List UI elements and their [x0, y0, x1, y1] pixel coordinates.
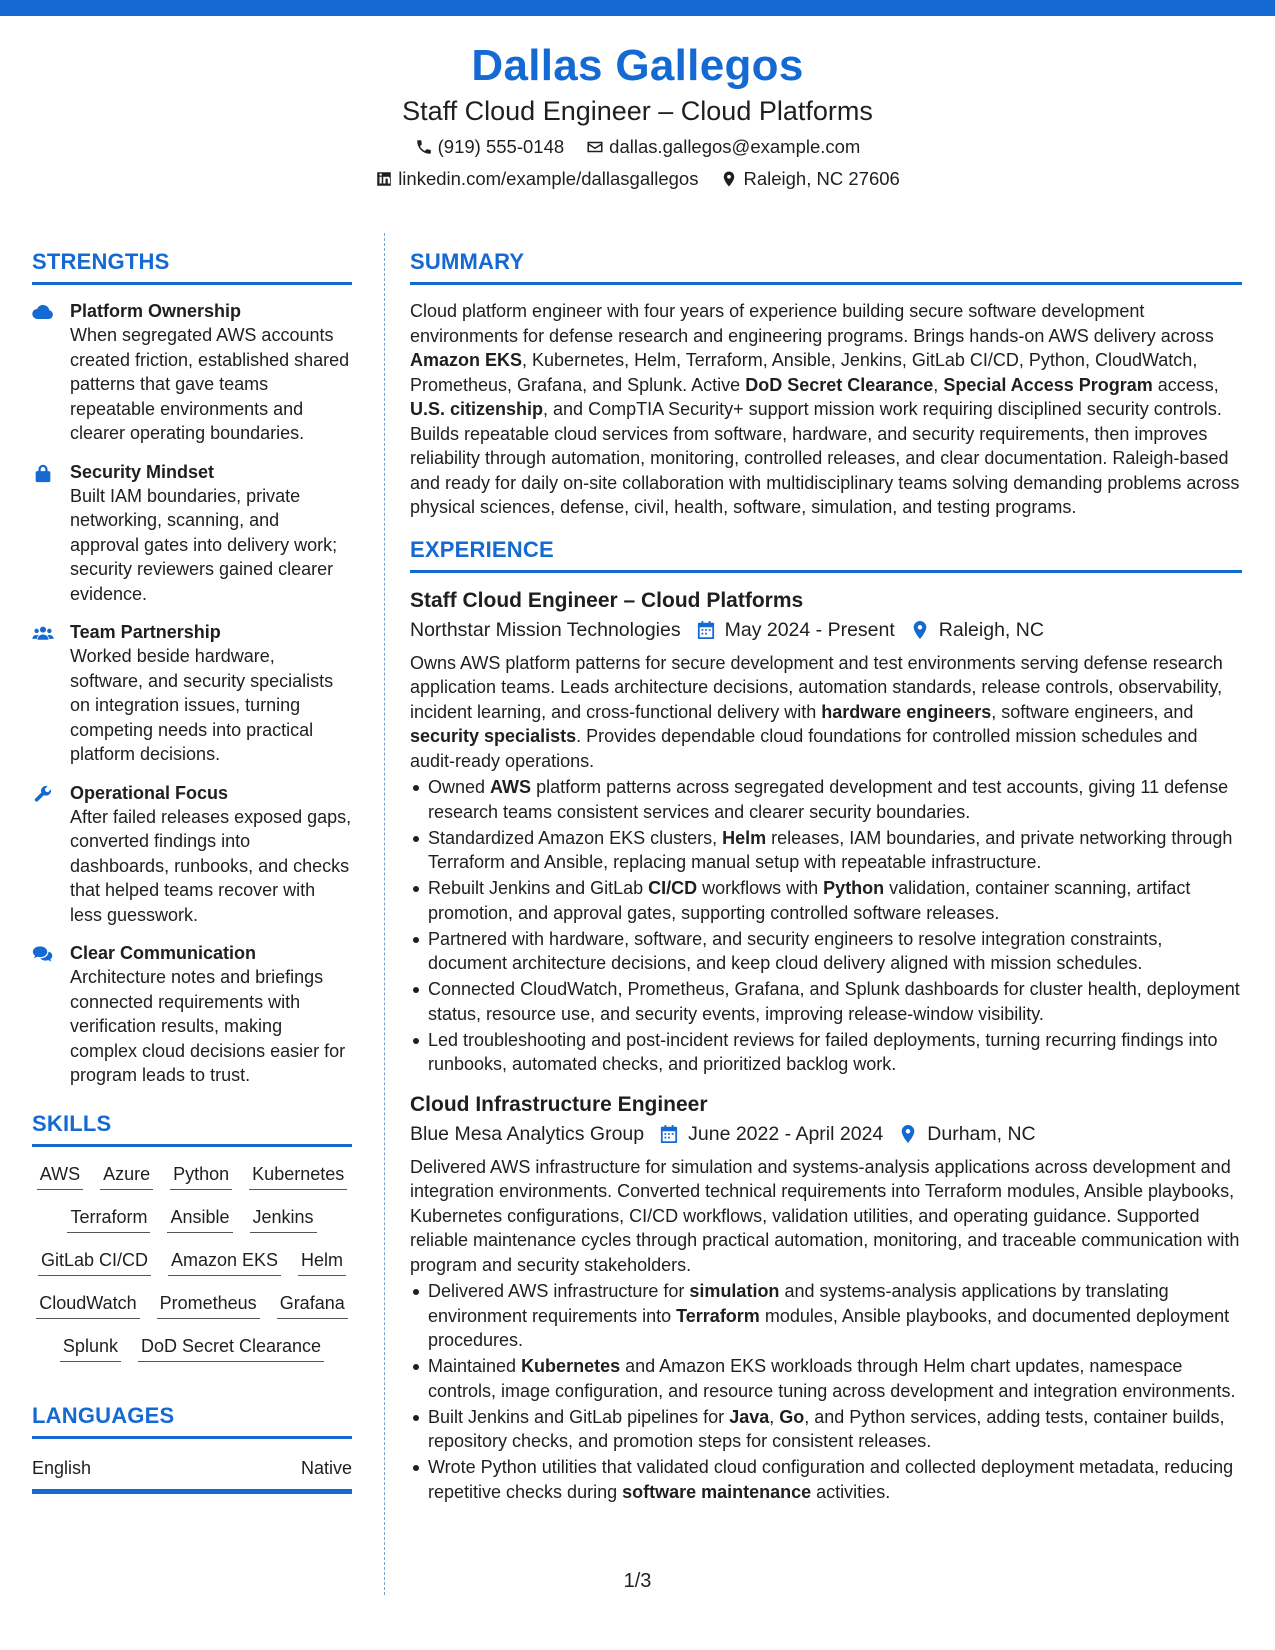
- job-description: Delivered AWS infrastructure for simulation and systems-analysis applications across development and integration environments. Converted technical requirements into Terraform modules, Ansible playbooks, Kubernetes configurations, CI/CD workflows, validation utilities, and operating guidance. Supported reliable maintenance cycles through practical automation, monitoring, and traceable communication with program and security stakeholders.: [410, 1156, 1240, 1275]
- contact-row-1: [0, 134, 1275, 160]
- top-accent-bar: [0, 0, 1275, 16]
- phone-contact: [415, 134, 565, 160]
- users-icon: [32, 623, 54, 643]
- location-text: Raleigh, NC 27606: [743, 168, 900, 189]
- skills-heading: SKILLS: [32, 1110, 352, 1147]
- language-row: [32, 1453, 352, 1494]
- job-dates: May 2024 - Present: [724, 618, 895, 641]
- strength-item: [32, 941, 352, 1088]
- job-title: Staff Cloud Engineer – Cloud Platforms: [410, 588, 804, 612]
- experience-heading: EXPERIENCE: [410, 536, 1242, 573]
- job-dates: June 2022 - April 2024: [688, 1122, 884, 1145]
- skill-tag: Splunk: [60, 1333, 121, 1362]
- job-bullet: Standardized Amazon EKS clusters, Helm releases, IAM boundaries, and private networking through Terraform and Ansible, replacing manual setup with repeatable infrastructure.: [410, 826, 1242, 875]
- calendar-icon: [660, 1124, 678, 1144]
- map-pin-icon: [899, 1124, 917, 1144]
- job-company: Northstar Mission Technologies: [410, 618, 681, 641]
- skill-tag: Prometheus: [157, 1290, 260, 1319]
- job-location: Raleigh, NC: [938, 618, 1044, 641]
- job-title: Cloud Infrastructure Engineer: [410, 1092, 708, 1116]
- strength-name: Clear Communication: [70, 943, 257, 963]
- language-level: Native: [300, 1457, 352, 1478]
- summary-text: Cloud platform engineer with four years of experience building secure software development environments for defense research and engineering programs. Brings hands-on AWS delivery across Amazon EKS, Kubernetes, Helm, Terraform, Ansible, Jenkins, GitLab CI/CD, Python, CloudWatch, Prometheus, Grafana, and Splunk. Active DoD Secret Clearance, Special Access Program access, U.S. citizenship, and CompTIA Security+ support mission work requiring disciplined security controls. Builds repeatable cloud services from software, hardware, and security requirements, then improves reliability through automation, monitoring, controlled releases, and clear documentation. Raleigh-based and ready for daily on-site collaboration with multidisciplinary teams solving demanding problems across physical sciences, defense, civil, health, software, simulation, and testing programs.: [410, 301, 1240, 517]
- strength-name: Team Partnership: [70, 622, 221, 642]
- candidate-name: Dallas Gallegos: [471, 41, 804, 90]
- job-location: Durham, NC: [927, 1122, 1036, 1145]
- page-number: 1/3: [623, 1570, 652, 1592]
- job-bullet: Maintained Kubernetes and Amazon EKS workloads through Helm chart updates, namespace controls, image configuration, and resource tuning across development and integration environments.: [410, 1354, 1242, 1403]
- skill-tag: Ansible: [167, 1204, 232, 1233]
- lock-icon: [32, 463, 54, 483]
- job-bullet: Rebuilt Jenkins and GitLab CI/CD workflows with Python validation, container scanning, artifact promotion, and approval gates, supporting controlled software releases.: [410, 876, 1242, 925]
- job-bullets: [410, 775, 1242, 1077]
- candidate-title: Staff Cloud Engineer – Cloud Platforms: [402, 96, 873, 126]
- job-meta: [410, 1119, 1242, 1149]
- strength-desc: After failed releases exposed gaps, converted findings into dashboards, runbooks, and checks that helped teams recover with less guesswork.: [70, 806, 352, 925]
- calendar-icon: [697, 620, 715, 640]
- skill-tag: Grafana: [277, 1290, 348, 1319]
- resume-header: [0, 40, 1275, 192]
- envelope-icon: [586, 138, 604, 156]
- linkedin-contact[interactable]: [375, 166, 698, 192]
- strength-item: [32, 460, 352, 607]
- skill-tag: Amazon EKS: [168, 1247, 281, 1276]
- strength-desc: Built IAM boundaries, private networking, scanning, and approval gates into delivery work; security reviewers gained clearer evidence.: [70, 485, 338, 604]
- job-bullet: Built Jenkins and GitLab pipelines for Java, Go, and Python services, adding tests, container builds, repository checks, and promotion steps for consistent releases.: [410, 1405, 1242, 1454]
- skill-tag: Python: [170, 1161, 232, 1190]
- job-bullets: [410, 1279, 1242, 1504]
- skill-tag: DoD Secret Clearance: [138, 1333, 324, 1362]
- skill-tag: AWS: [37, 1161, 83, 1190]
- email-contact[interactable]: [586, 134, 860, 160]
- skill-tag: Terraform: [67, 1204, 150, 1233]
- strengths-heading: STRENGTHS: [32, 248, 352, 285]
- linkedin-text[interactable]: linkedin.com/example/dallasgallegos: [398, 168, 699, 189]
- skill-tag: Kubernetes: [249, 1161, 347, 1190]
- wrench-icon: [32, 784, 54, 804]
- strength-item: [32, 781, 352, 928]
- skills-list: [32, 1161, 352, 1362]
- strength-item: [32, 620, 352, 767]
- job-bullet: Partnered with hardware, software, and security engineers to resolve integration constraints, document architecture decisions, and keep cloud delivery aligned with mission schedules.: [410, 927, 1242, 976]
- language-name: English: [32, 1457, 92, 1478]
- job-bullet: Wrote Python utilities that validated cloud configuration and collected deployment metadata, reducing repetitive checks during software maintenance activities.: [410, 1455, 1242, 1504]
- strength-name: Security Mindset: [70, 461, 215, 482]
- strength-item: [32, 299, 352, 446]
- skill-tag: CloudWatch: [36, 1290, 139, 1319]
- phone-icon: [415, 138, 433, 156]
- linkedin-icon: [375, 170, 393, 188]
- job-bullet: Connected CloudWatch, Prometheus, Grafana, and Splunk dashboards for cluster health, deployment status, resource use, and security events, improving release-window visibility.: [410, 977, 1242, 1026]
- skill-tag: GitLab CI/CD: [38, 1247, 151, 1276]
- job-entry: [410, 587, 1242, 1077]
- job-company: Blue Mesa Analytics Group: [410, 1122, 645, 1145]
- languages-heading: LANGUAGES: [32, 1402, 352, 1439]
- cloud-icon: [32, 302, 54, 322]
- map-pin-icon: [720, 170, 738, 188]
- skill-tag: Helm: [298, 1247, 346, 1276]
- right-column: [410, 248, 1242, 1506]
- strength-desc: Architecture notes and briefings connected requirements with verification results, making complex cloud decisions easier for program leads to trust.: [70, 967, 346, 1085]
- summary-heading: SUMMARY: [410, 248, 1242, 285]
- email-text[interactable]: dallas.gallegos@example.com: [609, 136, 861, 157]
- strength-desc: When segregated AWS accounts created friction, established shared patterns that gave teams repeatable environments and clearer operating boundaries.: [70, 325, 350, 443]
- job-bullet: Led troubleshooting and post-incident reviews for failed deployments, turning recurring findings into runbooks, automated checks, and prioritized backlog work.: [410, 1028, 1242, 1077]
- job-entry: [410, 1091, 1242, 1505]
- chat-icon: [32, 944, 54, 964]
- job-bullet: Owned AWS platform patterns across segregated development and test accounts, giving 11 defense research teams consistent services and clearer security boundaries.: [410, 775, 1242, 824]
- strength-name: Platform Ownership: [70, 301, 242, 321]
- map-pin-icon: [911, 620, 929, 640]
- skill-tag: Azure: [100, 1161, 153, 1190]
- job-meta: [410, 615, 1242, 645]
- strength-name: Operational Focus: [70, 782, 229, 803]
- contact-row-2: [0, 166, 1275, 192]
- column-divider: [384, 233, 385, 1595]
- job-description: Owns AWS platform patterns for secure development and test environments serving defense research application teams. Leads architecture decisions, automation standards, release controls, observability, incident learning, and cross-functional delivery with hardware engineers, software engineers, and security specialists. Provides dependable cloud foundations for controlled mission schedules and audit-ready operations.: [410, 652, 1223, 771]
- job-bullet: Delivered AWS infrastructure for simulation and systems-analysis applications by translating environment requirements into Terraform modules, Ansible playbooks, and documented deployment procedures.: [410, 1279, 1242, 1353]
- phone-text: (919) 555-0148: [437, 136, 565, 157]
- strength-desc: Worked beside hardware, software, and security specialists on integration issues, turning competing needs into practical platform decisions.: [70, 646, 334, 764]
- left-column: [32, 248, 352, 1494]
- skill-tag: Jenkins: [250, 1204, 317, 1233]
- location-contact: [720, 166, 899, 192]
